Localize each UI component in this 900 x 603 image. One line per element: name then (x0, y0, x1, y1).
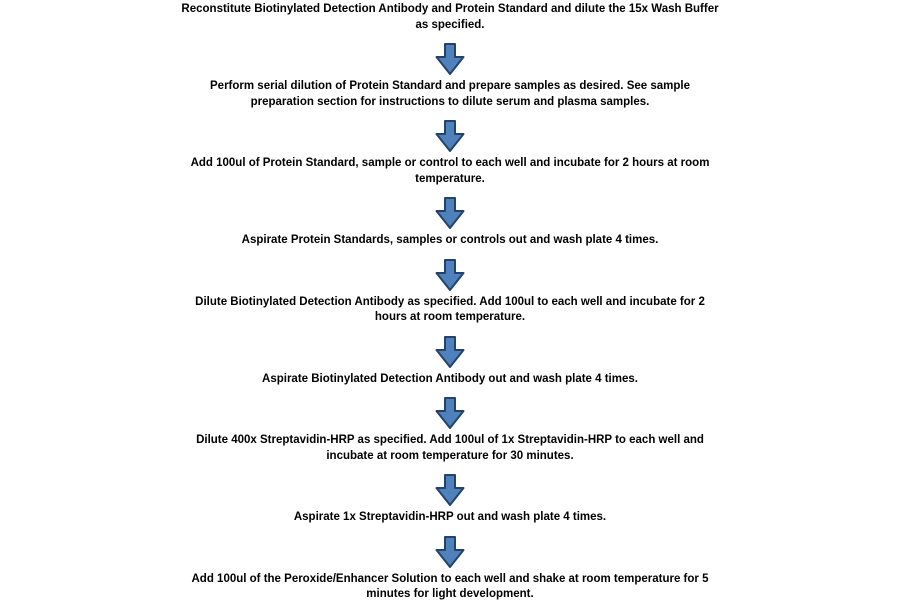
flow-step (195, 295, 705, 326)
flow-step (196, 433, 704, 464)
down-arrow-icon (435, 474, 465, 506)
flow-step-text: Aspirate Protein Standards, samples or controls out and wash plate 4 times. (241, 234, 659, 246)
down-arrow-icon (435, 259, 465, 291)
flow-step-text: temperature. (415, 172, 485, 185)
flow-step-text: Perform serial dilution of Protein Standard and prepare samples as desired. See sample (210, 80, 690, 92)
flow-step (210, 79, 690, 110)
flow-step (262, 372, 638, 388)
flow-step (192, 572, 709, 603)
flow-step (181, 2, 718, 33)
down-arrow-icon (435, 536, 465, 568)
flow-step (191, 156, 710, 187)
flow-step-text: preparation section for instructions to dilute serum and plasma samples. (250, 95, 650, 108)
flow-step-text: Add 100ul of the Peroxide/Enhancer Solution to each well and shake at room temperature for 5 (191, 572, 709, 585)
down-arrow-icon (435, 336, 465, 368)
flow-step (242, 233, 659, 249)
flow-step-text: Reconstitute Biotinylated Detection Antibody and Protein Standard and dilute the 15x Wash Buffer (181, 3, 719, 15)
flow-step-text: Add 100ul of Protein Standard, sample or control to each well and incubate for 2 hours at room (190, 157, 710, 169)
flow-step-text: incubate at room temperature for 30 minutes. (326, 449, 574, 462)
flow-step-text: as specified. (415, 18, 485, 31)
flow-step-text: hours at room temperature. (374, 311, 526, 323)
flow-step-text: minutes for light development. (366, 588, 534, 600)
flow-step-text: Dilute Biotinylated Detection Antibody as specified. Add 100ul to each well and incubate for 2 (195, 295, 705, 308)
down-arrow-icon (435, 120, 465, 152)
down-arrow-icon (435, 397, 465, 429)
flow-step-text: Aspirate 1x Streptavidin-HRP out and wash plate 4 times. (293, 511, 607, 523)
flow-step (294, 510, 606, 526)
down-arrow-icon (435, 197, 465, 229)
down-arrow-icon (435, 43, 465, 75)
flow-step-text: Aspirate Biotinylated Detection Antibody out and wash plate 4 times. (262, 372, 638, 385)
flow-step-text: Dilute 400x Streptavidin-HRP as specified. Add 100ul of 1x Streptavidin-HRP to each well and (196, 434, 704, 446)
